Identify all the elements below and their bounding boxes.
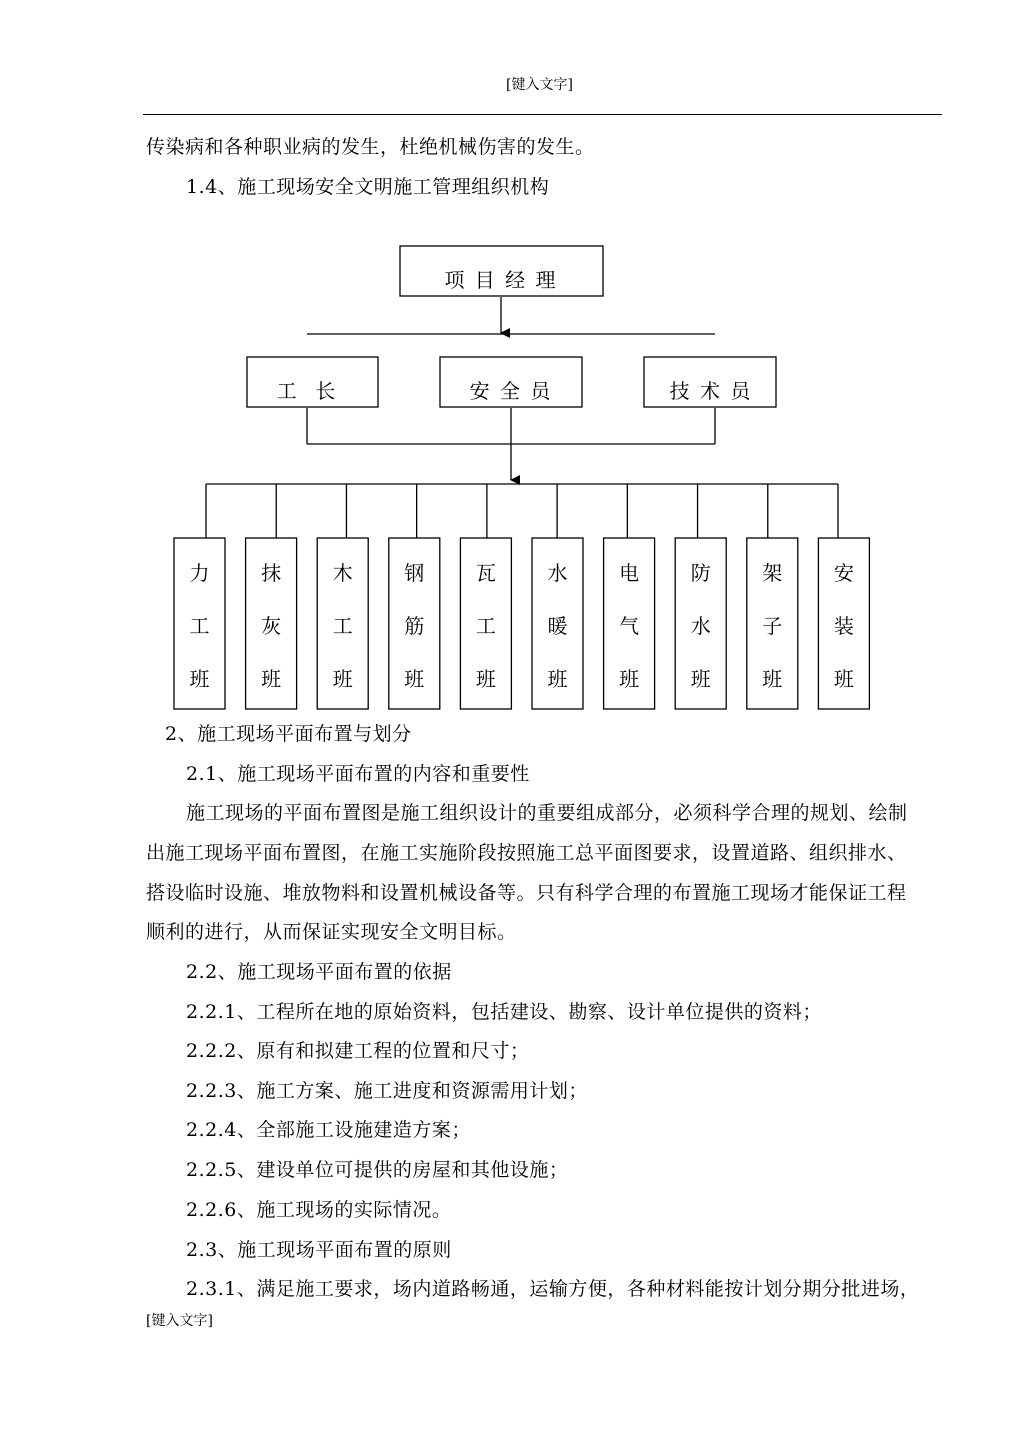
team-label-char: 子 bbox=[762, 614, 783, 638]
team-label-char: 工 bbox=[332, 614, 353, 638]
team-label-char: 瓦 bbox=[475, 561, 496, 585]
team-label-char: 安 bbox=[833, 561, 854, 585]
team-label-char: 工 bbox=[189, 614, 210, 638]
list-item-2-2-5: 2.2.5、建设单位可提供的房屋和其他设施； bbox=[186, 1159, 569, 1181]
team-label-char: 电 bbox=[619, 561, 640, 585]
team-label-char: 班 bbox=[261, 667, 282, 691]
team-label-char: 班 bbox=[189, 667, 210, 691]
team-label-char: 班 bbox=[332, 667, 353, 691]
team-label-char: 班 bbox=[475, 667, 496, 691]
section-heading-1-4: 1.4、施工现场安全文明施工管理组织机构 bbox=[186, 176, 550, 198]
team-label-char: 班 bbox=[690, 667, 711, 691]
team-label-char: 筋 bbox=[404, 614, 425, 638]
safety-officer-label: 安 全 员 bbox=[469, 379, 553, 403]
team-label-char: 暖 bbox=[547, 614, 568, 638]
list-item-2-2-3: 2.2.3、施工方案、施工进度和资源需用计划； bbox=[186, 1080, 588, 1102]
paragraph-line-1: 施工现场的平面布置图是施工组织设计的重要组成部分，必须科学合理的规划、绘制 bbox=[186, 802, 908, 824]
section-heading-2-1: 2.1、施工现场平面布置的内容和重要性 bbox=[186, 763, 530, 785]
intro-line: 传染病和各种职业病的发生，杜绝机械伤害的发生。 bbox=[146, 136, 595, 158]
list-item-2-2-4: 2.2.4、全部施工设施建造方案； bbox=[186, 1119, 471, 1141]
page-header: [键入文字] bbox=[506, 77, 573, 93]
team-label-char: 力 bbox=[189, 561, 210, 585]
technician-label: 技 术 员 bbox=[669, 379, 753, 403]
team-label-char: 水 bbox=[690, 614, 711, 638]
team-label-char: 班 bbox=[404, 667, 425, 691]
team-label-char: 水 bbox=[547, 561, 568, 585]
list-item-2-2-6: 2.2.6、施工现场的实际情况。 bbox=[186, 1199, 452, 1221]
project-manager-label: 项 目 经 理 bbox=[444, 268, 558, 292]
team-label-char: 装 bbox=[833, 614, 854, 638]
team-label-char: 防 bbox=[690, 561, 711, 585]
paragraph-line-2: 出施工现场平面布置图，在施工实施阶段按照施工总平面图要求，设置道路、组织排水、 bbox=[146, 842, 907, 864]
list-item-2-2-2: 2.2.2、原有和拟建工程的位置和尺寸； bbox=[186, 1040, 530, 1062]
section-heading-2-3: 2.3、施工现场平面布置的原则 bbox=[186, 1239, 452, 1261]
team-label-char: 木 bbox=[332, 561, 353, 585]
team-label-char: 钢 bbox=[404, 561, 425, 585]
section-heading-2-2: 2.2、施工现场平面布置的依据 bbox=[186, 961, 452, 983]
section-heading-2: 2、施工现场平面布置与划分 bbox=[165, 723, 412, 745]
team-label-char: 班 bbox=[762, 667, 783, 691]
paragraph-line-3: 搭设临时设施、堆放物料和设置机械设备等。只有科学合理的布置施工现场才能保证工程 bbox=[146, 882, 907, 904]
team-label-char: 气 bbox=[619, 614, 640, 638]
team-label-char: 班 bbox=[547, 667, 568, 691]
team-label-char: 灰 bbox=[261, 614, 282, 638]
team-boxes-group bbox=[174, 484, 869, 709]
list-item-2-3-1: 2.3.1、满足施工要求，场内道路畅通，运输方便，各种材料能按计划分期分批进场， bbox=[186, 1278, 920, 1300]
team-label-char: 工 bbox=[475, 614, 496, 638]
list-item-2-2-1: 2.2.1、工程所在地的原始资料，包括建设、勘察、设计单位提供的资料； bbox=[186, 1001, 822, 1023]
page-footer: [键入文字] bbox=[146, 1313, 213, 1329]
paragraph-line-4: 顺利的进行，从而保证实现安全文明目标。 bbox=[146, 921, 517, 943]
team-label-char: 班 bbox=[619, 667, 640, 691]
team-label-char: 架 bbox=[762, 561, 783, 585]
foreman-label: 工 长 bbox=[276, 379, 338, 403]
team-label-char: 抹 bbox=[261, 561, 282, 585]
team-label-char: 班 bbox=[833, 667, 854, 691]
